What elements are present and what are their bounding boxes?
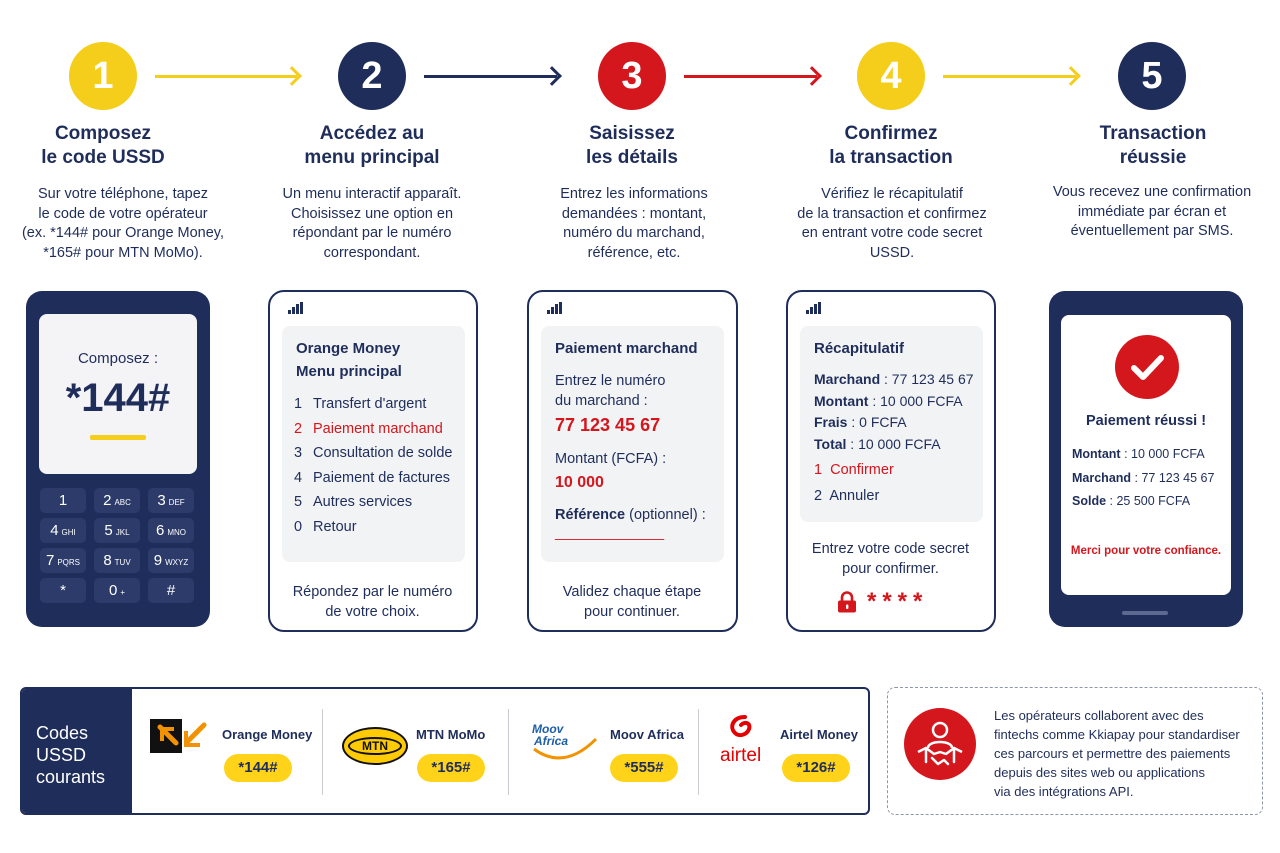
- reference-field[interactable]: ______________: [555, 524, 665, 540]
- key-letters: DEF: [168, 498, 185, 507]
- step-5-title: Transaction réussie: [1099, 123, 1207, 168]
- key-1[interactable]: 1: [40, 488, 86, 513]
- success-row: Solde : 25 500 FCFA: [1072, 494, 1191, 508]
- mtn-momo-name: MTN MoMo: [416, 727, 486, 742]
- checkmark-icon: [1115, 335, 1179, 399]
- fintech-info-panel: [887, 687, 1263, 815]
- divider: [322, 709, 323, 795]
- menu-item-label: Retour: [313, 519, 357, 535]
- step-1-title: Composez le code USSD: [41, 123, 165, 168]
- orange-money-code: *144#: [224, 754, 292, 782]
- ussd-codes-label: Codes USSD courants: [22, 689, 132, 813]
- step-4-description: Vérifiez le récapitulatif de la transaction et confirmez en entrant votre code secret USSD.: [797, 186, 987, 261]
- key-hash[interactable]: #: [148, 578, 194, 603]
- step-3-number: 3: [598, 42, 666, 110]
- key-5[interactable]: 5 JKL: [94, 518, 140, 543]
- moov-africa-logo-icon: Moov Africa: [530, 725, 600, 765]
- details-title: Paiement marchand: [555, 340, 698, 357]
- signal-icon: [288, 302, 304, 314]
- details-card: [541, 326, 724, 562]
- arrow-1-to-2: [155, 75, 297, 78]
- step-1-number: 1: [69, 42, 137, 110]
- merchant-label: Entrez le numéro du marchand :: [555, 373, 666, 409]
- key-letters: PQRS: [57, 558, 80, 567]
- step-5-number: 5: [1118, 42, 1186, 110]
- menu-item-number: 4: [294, 469, 303, 486]
- dialer-prompt: Composez :: [77, 350, 159, 367]
- step-5-description: Vous recevez une confirmation immédiate par écran et éventuellement par SMS.: [1052, 184, 1252, 239]
- ussd-codes-panel: [20, 687, 870, 815]
- menu-item-number: 1: [294, 396, 303, 412]
- key-letters: ABC: [114, 498, 131, 507]
- arrow-4-to-5: [943, 75, 1076, 78]
- success-title: Paiement réussi !: [1085, 413, 1207, 429]
- cursor-line: [90, 435, 146, 440]
- merchant-number-field[interactable]: 77 123 45 67: [555, 415, 661, 435]
- summary-row: Montant : 10 000 FCFA: [814, 392, 963, 409]
- airtel-money-name: Airtel Money: [780, 727, 859, 742]
- menu-item[interactable]: [294, 445, 452, 461]
- lock-icon: [837, 591, 857, 613]
- menu-item-label: Autres services: [313, 494, 413, 511]
- summary-row: Marchand : 77 123 45 67: [814, 371, 974, 387]
- dialer-screen: [39, 314, 197, 474]
- divider: [508, 709, 509, 795]
- key-2[interactable]: 2 ABC: [94, 488, 140, 513]
- menu-item-label: Transfert d'argent: [313, 396, 427, 412]
- step-2-title: Accédez au menu principal: [304, 123, 440, 168]
- fintech-info-text: Les opérateurs collaborent avec des fintechs comme Kkiapay pour standardiser ces parcours et permettre des paiements depuis des sites web ou applications via des intégrations API.: [994, 708, 1240, 799]
- step-1-description: Sur votre téléphone, tapez le code de votre opérateur (ex. *144# pour Orange Money, *165# pour MTN MoMo).: [21, 186, 225, 261]
- phone-confirm: [786, 290, 996, 632]
- menu-item[interactable]: [294, 494, 412, 510]
- handshake-user-icon: [904, 708, 976, 780]
- signal-icon: [547, 302, 563, 314]
- menu-item[interactable]: [294, 519, 357, 535]
- menu-card: [282, 326, 465, 562]
- menu-item-number: 3: [294, 445, 303, 462]
- amount-label: Montant (FCFA) :: [555, 451, 667, 467]
- moov-africa-name: Moov Africa: [610, 727, 684, 742]
- summary-card: [800, 326, 983, 522]
- confirm-option[interactable]: 1 Confirmer: [814, 462, 894, 478]
- key-letters: TUV: [114, 558, 131, 567]
- menu-item-number: 0: [294, 519, 303, 535]
- key-8[interactable]: 8 TUV: [94, 548, 140, 573]
- menu-header-operator: Orange Money: [296, 340, 401, 357]
- menu-item[interactable]: [294, 396, 426, 412]
- step-3-title: Saisissez les détails: [586, 123, 678, 168]
- mtn-momo-code: *165#: [417, 754, 485, 782]
- thanks-message: Merci pour votre confiance.: [1070, 545, 1222, 557]
- cancel-option[interactable]: 2 Annuler: [814, 488, 880, 504]
- key-3[interactable]: 3 DEF: [148, 488, 194, 513]
- phone-success: [1049, 291, 1243, 627]
- key-star[interactable]: *: [40, 578, 86, 603]
- arrow-2-to-3: [424, 75, 557, 78]
- airtel-logo-icon: airtel: [718, 713, 770, 771]
- signal-icon: [806, 302, 822, 314]
- key-letters: MNO: [167, 528, 186, 537]
- mtn-logo-icon: MTN: [342, 727, 408, 765]
- step-4-number: 4: [857, 42, 925, 110]
- menu-item-number: 5: [294, 494, 303, 511]
- divider: [698, 709, 699, 795]
- step-2-description: Un menu interactif apparaît. Choisissez une option en répondant par le numéro correspondant.: [282, 186, 462, 261]
- menu-item-label: Paiement marchand: [313, 420, 443, 437]
- dialer-code: *144#: [65, 376, 171, 420]
- reference-label: Référence (optionnel) :: [555, 507, 706, 523]
- key-letters: GHI: [61, 528, 76, 537]
- menu-item-label: Paiement de factures: [313, 469, 451, 486]
- menu-item-label: Consultation de solde: [313, 445, 453, 462]
- menu-item[interactable]: [294, 470, 450, 486]
- success-screen: [1061, 315, 1231, 595]
- key-0[interactable]: 0 +: [94, 578, 140, 603]
- key-letters: +: [120, 588, 125, 597]
- step-4-title: Confirmez la transaction: [829, 123, 953, 168]
- home-bar: [1122, 611, 1168, 615]
- airtel-money-code: *126#: [782, 754, 850, 782]
- key-9[interactable]: 9 WXYZ: [148, 548, 194, 573]
- amount-field[interactable]: 10 000: [555, 474, 604, 491]
- key-7[interactable]: 7 PQRS: [40, 548, 86, 573]
- menu-footer: Répondez par le numéro de votre choix.: [292, 584, 453, 620]
- step-2-number: 2: [338, 42, 406, 110]
- menu-item[interactable]: [294, 421, 443, 437]
- key-letters: WXYZ: [165, 558, 189, 567]
- step-3-description: Entrez les informations demandées : montant, numéro du marchand, référence, etc.: [560, 186, 708, 261]
- key-letters: JKL: [115, 528, 130, 537]
- summary-title: Récapitulatif: [814, 340, 905, 357]
- success-row: Montant : 10 000 FCFA: [1072, 447, 1205, 461]
- confirm-footer: Entrez votre code secret pour confirmer.: [811, 541, 970, 577]
- key-6[interactable]: 6 MNO: [148, 518, 194, 543]
- orange-money-name: Orange Money: [222, 727, 313, 742]
- success-row: Marchand : 77 123 45 67: [1072, 470, 1215, 485]
- phone-details: [527, 290, 738, 632]
- orange-money-logo-icon: [150, 719, 210, 753]
- arrow-3-to-4: [684, 75, 817, 78]
- moov-africa-code: *555#: [610, 754, 678, 782]
- pin-field[interactable]: ****: [867, 588, 929, 615]
- summary-row: Frais : 0 FCFA: [814, 414, 907, 430]
- details-footer: Validez chaque étape pour continuer.: [562, 584, 702, 620]
- menu-item-number: 2: [294, 420, 303, 437]
- key-4[interactable]: 4 GHI: [40, 518, 86, 543]
- phone-menu: [268, 290, 478, 632]
- menu-header-title: Menu principal: [296, 363, 402, 380]
- phone-dialer: [26, 291, 210, 627]
- summary-row: Total : 10 000 FCFA: [814, 435, 941, 452]
